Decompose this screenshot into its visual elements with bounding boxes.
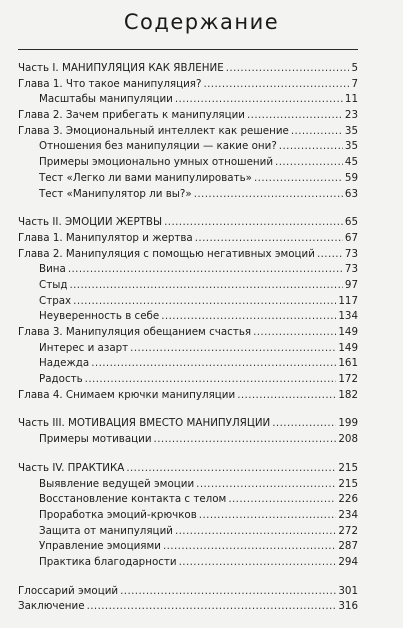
toc-entry-title: Глава 4. Снимаем крючки манипуляции bbox=[18, 388, 236, 401]
toc-entry-title: Часть I. МАНИПУЛЯЦИЯ КАК ЯВЛЕНИЕ bbox=[18, 62, 224, 74]
toc-page-number: 234 bbox=[338, 508, 358, 521]
toc-page-number: 301 bbox=[338, 584, 358, 597]
toc-page-number: 149 bbox=[338, 326, 358, 338]
dot-leader bbox=[175, 92, 343, 108]
toc-page-number: 45 bbox=[344, 156, 358, 169]
toc-entry-title: Часть III. МОТИВАЦИЯ ВМЕСТО МАНИПУЛЯЦИИ bbox=[18, 417, 271, 430]
dot-leader bbox=[226, 61, 350, 77]
toc-entry-title: Надежда bbox=[39, 357, 90, 370]
toc-subentry[interactable] bbox=[18, 309, 358, 325]
dot-leader bbox=[85, 372, 337, 388]
toc-entry[interactable] bbox=[18, 108, 358, 124]
toc-page-number: 35 bbox=[344, 124, 358, 137]
dot-leader bbox=[195, 231, 343, 247]
toc-entry-title: Часть II. ЭМОЦИИ ЖЕРТВЫ bbox=[18, 216, 163, 229]
toc-page-number: 272 bbox=[338, 524, 358, 537]
toc-page-number: 63 bbox=[344, 187, 358, 200]
toc-entry-title: Глава 1. Что такое манипуляция? bbox=[18, 77, 202, 90]
dot-leader bbox=[272, 416, 336, 432]
toc-entry-title: Отношения без манипуляции — какие они? bbox=[39, 140, 277, 153]
toc-subentry[interactable] bbox=[18, 341, 358, 357]
toc-entry-title: Интерес и азарт bbox=[39, 341, 129, 354]
toc-page-number: 287 bbox=[338, 540, 358, 553]
toc-subentry[interactable] bbox=[18, 555, 358, 571]
toc-page-number: 208 bbox=[338, 433, 358, 446]
toc-page-number: 65 bbox=[344, 216, 358, 229]
dot-leader bbox=[196, 477, 336, 493]
toc-subentry[interactable] bbox=[18, 539, 358, 555]
toc-section bbox=[18, 215, 358, 403]
toc-page-number: 134 bbox=[338, 310, 358, 323]
toc-entry[interactable] bbox=[18, 599, 358, 615]
toc-entry-title: Примеры эмоционально умных отношений bbox=[39, 156, 274, 169]
dot-leader bbox=[91, 356, 336, 372]
table-of-contents bbox=[18, 61, 358, 628]
toc-entry-title: Проработка эмоций-крючков bbox=[39, 508, 197, 521]
dot-leader bbox=[161, 309, 336, 325]
toc-entry-title: Глава 3. Манипуляция обещанием счастья bbox=[18, 326, 252, 338]
toc-page-number: 97 bbox=[344, 278, 358, 291]
toc-subentry[interactable] bbox=[18, 492, 358, 508]
toc-subentry[interactable] bbox=[18, 524, 358, 540]
toc-entry-title: Тест «Легко ли вами манипулировать» bbox=[39, 171, 252, 184]
dot-leader bbox=[253, 325, 336, 341]
dot-leader bbox=[199, 508, 337, 524]
toc-page-number: 117 bbox=[338, 294, 358, 307]
title-underline bbox=[18, 49, 358, 50]
toc-page-number: 11 bbox=[344, 93, 358, 106]
toc-entry-title: Глава 1. Манипулятор и жертва bbox=[18, 231, 193, 244]
dot-leader bbox=[228, 492, 336, 508]
toc-entry-title: Глава 2. Зачем прибегать к манипуляции bbox=[18, 109, 245, 122]
dot-leader bbox=[247, 108, 343, 124]
dot-leader bbox=[203, 77, 349, 93]
toc-page-number: 215 bbox=[338, 477, 358, 490]
toc-subentry[interactable] bbox=[18, 356, 358, 372]
toc-page-number: 5 bbox=[351, 62, 358, 74]
toc-page-number: 215 bbox=[338, 461, 358, 474]
toc-section bbox=[18, 416, 358, 447]
dot-leader bbox=[237, 388, 336, 404]
toc-subentry[interactable] bbox=[18, 278, 358, 294]
toc-entry-title: Защита от манипуляций bbox=[39, 524, 173, 537]
toc-entry-title: Вина bbox=[39, 263, 66, 276]
dot-leader bbox=[154, 432, 337, 448]
dot-leader bbox=[73, 294, 336, 310]
toc-entry-title: Глава 2. Манипуляция с помощью негативных эмоций bbox=[18, 247, 315, 260]
dot-leader bbox=[87, 599, 337, 615]
toc-entry-title: Заключение bbox=[18, 600, 85, 613]
toc-entry[interactable] bbox=[18, 247, 358, 263]
toc-subentry[interactable] bbox=[18, 171, 358, 187]
toc-entry-title: Радость bbox=[39, 373, 83, 386]
toc-entry-title: Страх bbox=[39, 294, 72, 307]
dot-leader bbox=[275, 155, 343, 171]
toc-entry[interactable] bbox=[18, 416, 358, 432]
dot-leader bbox=[120, 584, 336, 600]
toc-entry[interactable] bbox=[18, 77, 358, 93]
toc-page-number: 73 bbox=[344, 247, 358, 260]
toc-entry[interactable] bbox=[18, 584, 358, 600]
toc-page-number: 67 bbox=[344, 231, 358, 244]
page-title: Содержание bbox=[123, 10, 280, 34]
toc-page-number: 294 bbox=[338, 555, 358, 568]
toc-entry[interactable] bbox=[18, 215, 358, 231]
toc-page-number: 59 bbox=[344, 171, 358, 184]
toc-page-number: 316 bbox=[338, 600, 358, 613]
toc-entry-title: Стыд bbox=[39, 278, 68, 291]
toc-section bbox=[18, 461, 358, 571]
toc-page-number: 35 bbox=[344, 140, 358, 153]
toc-entry-title: Управление эмоциями bbox=[39, 540, 161, 553]
toc-entry-title: Примеры мотивации bbox=[39, 433, 152, 446]
toc-entry[interactable] bbox=[18, 61, 358, 77]
toc-entry-title: Часть IV. ПРАКТИКА bbox=[18, 461, 125, 474]
toc-entry-title: Восстановление контакта с телом bbox=[39, 493, 227, 506]
toc-entry-title: Практика благодарности bbox=[39, 555, 177, 568]
dot-leader bbox=[317, 247, 343, 263]
dot-leader bbox=[126, 461, 336, 477]
toc-entry-title: Выявление ведущей эмоции bbox=[39, 477, 195, 490]
dot-leader bbox=[163, 539, 336, 555]
toc-subentry[interactable] bbox=[18, 155, 358, 171]
toc-entry-title: Глоссарий эмоций bbox=[18, 584, 119, 597]
dot-leader bbox=[68, 262, 343, 278]
toc-entry-title: Неуверенность в себе bbox=[39, 310, 160, 323]
toc-page-number: 161 bbox=[338, 357, 358, 370]
dot-leader bbox=[179, 555, 337, 571]
toc-entry-title: Масштабы манипуляции bbox=[39, 93, 173, 106]
toc-page-number: 199 bbox=[338, 417, 358, 430]
toc-subentry[interactable] bbox=[18, 477, 358, 493]
toc-section bbox=[18, 584, 358, 615]
toc-page-number: 7 bbox=[351, 77, 358, 90]
toc-subentry[interactable] bbox=[18, 92, 358, 108]
toc-page-number: 182 bbox=[338, 388, 358, 401]
toc-subentry[interactable] bbox=[18, 508, 358, 524]
dot-leader bbox=[291, 124, 343, 140]
toc-section bbox=[18, 61, 358, 202]
toc-entry[interactable] bbox=[18, 325, 358, 341]
toc-subentry[interactable] bbox=[18, 262, 358, 278]
dot-leader bbox=[164, 215, 343, 231]
dot-leader bbox=[194, 187, 343, 203]
toc-subentry[interactable] bbox=[18, 139, 358, 155]
toc-page-number: 149 bbox=[338, 341, 358, 354]
dot-leader bbox=[130, 341, 336, 357]
dot-leader bbox=[175, 524, 336, 540]
toc-subentry[interactable] bbox=[18, 372, 358, 388]
toc-subentry[interactable] bbox=[18, 294, 358, 310]
toc-entry[interactable] bbox=[18, 231, 358, 247]
toc-entry[interactable] bbox=[18, 388, 358, 404]
toc-entry-title: Глава 3. Эмоциональный интеллект как решение bbox=[18, 124, 289, 137]
dot-leader bbox=[279, 139, 343, 155]
toc-entry[interactable] bbox=[18, 124, 358, 140]
toc-subentry[interactable] bbox=[18, 187, 358, 203]
dot-leader bbox=[69, 278, 342, 294]
toc-page-number: 226 bbox=[338, 493, 358, 506]
toc-entry[interactable] bbox=[18, 461, 358, 477]
toc-subentry[interactable] bbox=[18, 432, 358, 448]
dot-leader bbox=[254, 171, 343, 187]
toc-entry-title: Тест «Манипулятор ли вы?» bbox=[39, 187, 192, 200]
toc-page-number: 23 bbox=[344, 109, 358, 122]
toc-page-number: 172 bbox=[338, 373, 358, 386]
toc-page-number: 73 bbox=[344, 263, 358, 276]
